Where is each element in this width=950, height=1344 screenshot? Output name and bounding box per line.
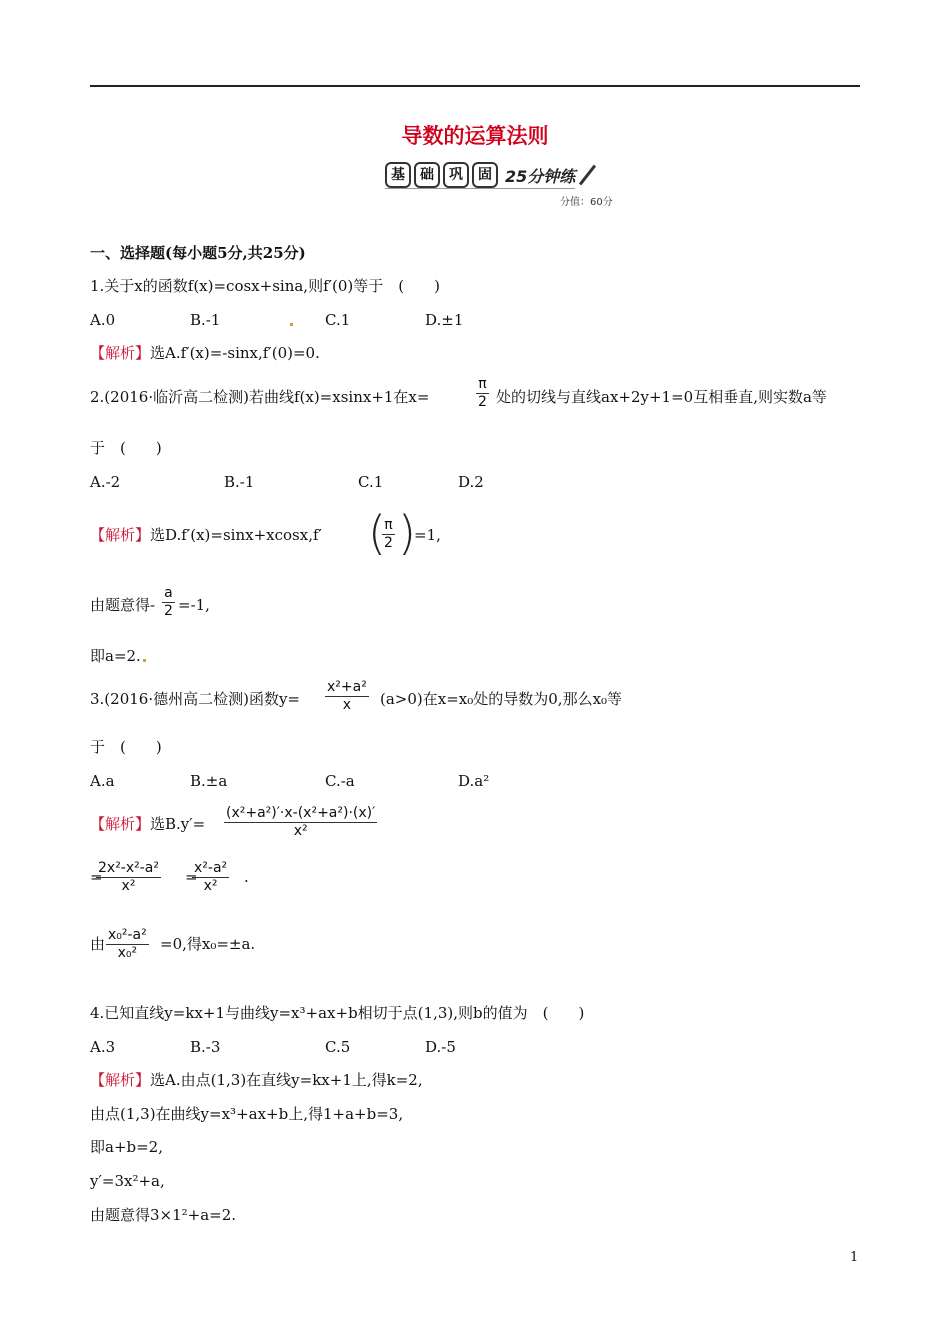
q2-analysis-fraction [382, 517, 395, 552]
analysis-tag: 【解析】 [90, 1071, 151, 1089]
equals-sign: = [185, 868, 198, 886]
q2-line2-b: =-1, [178, 596, 210, 614]
q2-line3: 即a=2. [90, 647, 141, 665]
analysis-text: 选B.y′= [150, 815, 206, 833]
stray-mark [143, 659, 146, 662]
fraction-denominator: 2 [478, 394, 487, 410]
analysis-tag: 【解析】 [90, 815, 151, 833]
q2-option-d: D.2 [458, 473, 484, 491]
fraction-numerator: π [384, 517, 393, 533]
q4-line: 由题意得3×1²+a=2. [90, 1206, 237, 1224]
banner-char: 巩 [443, 162, 469, 188]
pen-stroke-icon [579, 165, 596, 186]
fraction-numerator: 2x²-x²-a² [98, 860, 159, 876]
q4-stem: 4.已知直线y=kx+1与曲线y=x³+ax+b相切于点(1,3),则b的值为 ( ) [90, 1004, 585, 1022]
analysis-tag: 【解析】 [90, 344, 151, 362]
analysis-text: 选A.由点(1,3)在直线y=kx+1上,得k=2, [150, 1071, 423, 1089]
q4-option-d: D.-5 [425, 1038, 456, 1056]
q1-stem: 1.关于x的函数f(x)=cosx+sina,则f′(0)等于 ( ) [90, 277, 440, 295]
q2-option-b: B.-1 [224, 473, 255, 491]
banner-char: 基 [385, 162, 411, 188]
q2-stem-a: 2.(2016·临沂高二检测)若曲线f(x)=xsinx+1在x= [90, 388, 430, 406]
q4-line: 由点(1,3)在曲线y=x³+ax+b上,得1+a+b=3, [90, 1105, 404, 1123]
q1-option-b: B.-1 [190, 311, 221, 329]
fraction-numerator: π [478, 376, 487, 392]
q3-step2-fraction [96, 860, 161, 895]
banner-char: 固 [472, 162, 498, 188]
fraction-numerator: a [164, 585, 173, 601]
q1-option-a: A.0 [90, 311, 116, 329]
analysis-text: 选D.f′(x)=sinx+xcosx,f′ [150, 526, 322, 544]
left-paren: ( [368, 506, 386, 560]
fraction-denominator: x² [192, 877, 229, 895]
banner-underline [385, 188, 575, 189]
q4-option-c: C.5 [325, 1038, 351, 1056]
q2-option-a: A.-2 [90, 473, 121, 491]
q4-line: 即a+b=2, [90, 1138, 163, 1156]
q2-line2-fraction [162, 585, 175, 620]
banner-char: 础 [414, 162, 440, 188]
q4-line: y′=3x²+a, [90, 1172, 165, 1190]
q3-option-b: B.±a [190, 772, 228, 790]
page-title: 导数的运算法则 [401, 124, 549, 148]
q3-line3-fraction [106, 927, 149, 962]
fraction-denominator: x² [96, 877, 161, 895]
q2-stem-b: 处的切线与直线ax+2y+1=0互相垂直,则实数a等 [496, 388, 827, 406]
q3-line3-a: 由 [90, 935, 106, 953]
q2-pi-fraction [476, 376, 489, 411]
fraction-denominator: x [325, 696, 369, 714]
page-number: 1 [850, 1250, 859, 1265]
right-paren: ) [398, 506, 416, 560]
fraction-numerator: x²+a² [327, 679, 367, 695]
q1-option-c: C.1 [325, 311, 351, 329]
q4-option-a: A.3 [90, 1038, 116, 1056]
equals-sign: = [90, 868, 103, 886]
q1-analysis [90, 344, 320, 362]
fraction-denominator: x₀² [106, 944, 149, 962]
q2-analysis-b: =1, [414, 526, 441, 544]
q3-option-a: A.a [90, 772, 115, 790]
q3-option-d: D.a² [458, 772, 490, 790]
header-rule [90, 85, 860, 87]
q3-stem-b: (a>0)在x=x₀处的导数为0,那么x₀等 [380, 690, 623, 708]
analysis-text: 选A.f′(x)=-sinx,f′(0)=0. [150, 344, 320, 362]
fraction-numerator: x²-a² [194, 860, 228, 876]
section-heading: 一、选择题(每小题5分,共25分) [90, 244, 306, 262]
banner [385, 162, 589, 188]
q4-analysis [90, 1071, 423, 1089]
fraction-numerator: (x²+a²)′·x-(x²+a²)·(x)′ [226, 805, 376, 821]
q3-step3-fraction [192, 860, 229, 895]
q3-derivative-fraction [224, 805, 377, 840]
analysis-tag: 【解析】 [90, 526, 151, 544]
fraction-numerator: x₀²-a² [108, 927, 147, 943]
q3-analysis-a [90, 815, 205, 833]
stray-mark [290, 323, 293, 326]
q2-option-c: C.1 [358, 473, 384, 491]
q3-stem-a: 3.(2016·德州高二检测)函数y= [90, 690, 301, 708]
q3-stem-c: 于 ( ) [90, 738, 162, 756]
banner-time: 25分钟练 [505, 166, 576, 186]
period: . [244, 868, 249, 886]
q3-line3-b: =0,得x₀=±a. [160, 935, 256, 953]
q2-line2-a: 由题意得- [90, 596, 156, 614]
q3-stem-fraction [325, 679, 369, 714]
fraction-denominator: x² [224, 822, 377, 840]
q4-option-b: B.-3 [190, 1038, 221, 1056]
q3-option-c: C.-a [325, 772, 355, 790]
q1-option-d: D.±1 [425, 311, 464, 329]
fraction-denominator: 2 [164, 603, 173, 619]
score-label: 分值：60分 [560, 197, 613, 208]
fraction-denominator: 2 [384, 535, 393, 551]
q2-analysis-a [90, 526, 322, 544]
q2-stem-c: 于 ( ) [90, 439, 162, 457]
